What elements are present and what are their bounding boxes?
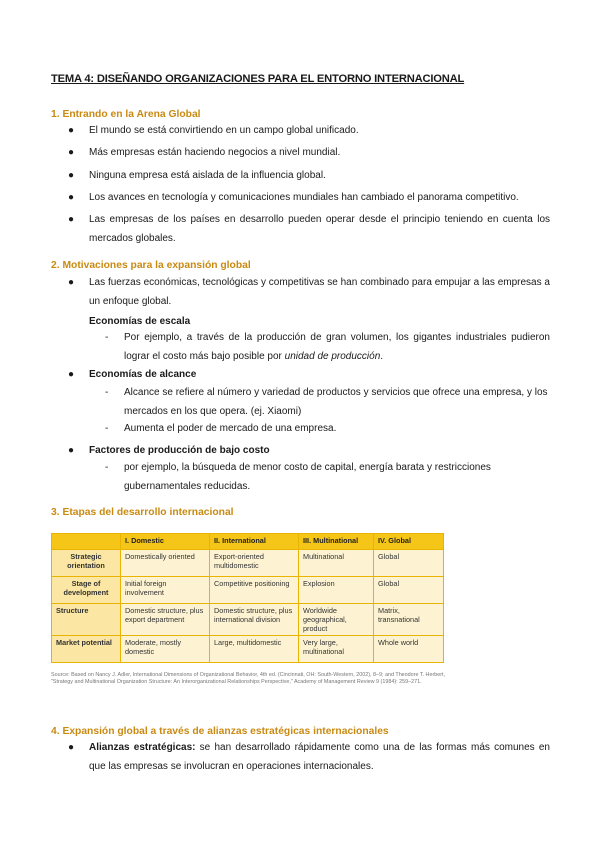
- stages-table: [51, 533, 444, 663]
- bullet-icon: ●: [68, 369, 75, 380]
- table-header-row: I. Domestic II. International III. Multinational IV. Global: [52, 534, 444, 550]
- table-row: Stage of development Initial foreign involvement Competitive positioning Explosion Global: [52, 577, 444, 604]
- alianzas-label: Alianzas estratégicas:: [89, 742, 196, 753]
- bullet-icon: ●: [68, 192, 75, 203]
- table-row: Strategic orientation Domestically oriented Export-oriented multidomestic Multinational Global: [52, 550, 444, 577]
- factores-label: Factores de producción de bajo costo: [89, 445, 270, 456]
- bullet-icon: ●: [68, 147, 75, 158]
- bullet-icon: ●: [68, 214, 75, 225]
- bullet-icon: ●: [68, 277, 75, 288]
- alcance-label: Economías de alcance: [89, 369, 197, 380]
- section-3-heading: 3. Etapas del desarrollo internacional: [51, 507, 234, 518]
- list-item: ● Las empresas de los países en desarrollo pueden operar desde el principio teniendo en cuenta los mercados globales.: [68, 210, 550, 250]
- section-2-heading: 2. Motivaciones para la expansión global: [51, 260, 251, 271]
- list-item: ● Alianzas estratégicas: se han desarrollado rápidamente como una de las formas más comunes en que las empresas se involucran en operaciones internacionales.: [68, 738, 550, 778]
- document-page: TEMA 4: DISEÑANDO ORGANIZACIONES PARA EL ENTORNO INTERNACIONAL 1. Entrando en la Arena Global ● El mundo se está convirtiendo en un campo global unificado. ● Más empresas están haciendo negocios a nivel mundial. ● Ninguna empresa está aislada de la influencia global. ● Los avances en tecnología y comunicaciones mundiales han cambiado el panorama competitivo. ● Las empresas de los países en desarrollo pueden operar desde el principio teniendo en cuenta los mercados globales. 2. Motivaciones para la expansión global ● Las fuerzas económicas, tecnológicas y competitivas se han combinado para empujar a las empresas a un enfoque global. Economías de escala - Por ejemplo, a través de la producción de gran volumen, los gigantes industriales pudieron lograr el costo más bajo posible por unidad de producción. ● Economías de alcance - Alcance se refiere al número y variedad de productos y servicios que ofrece una empresa, y los mercados en los que opera. (ej. Xiaomi) - Aumenta el poder de mercado de una empresa. ● Factores de producción de bajo costo - por ejemplo, la búsqueda de menor costo de capital, energía barata y restricciones gubernamentales reducidas. 3. Etapas del desarrollo internacional I. Domestic II. International III. Multinational IV. Global Strategic orientation Domestically oriented Export-oriented multidomestic Multinational Global Stage of development Initial foreign involvement Competitive positioning Explosion Global Structure Domestic structure, plus export department Domestic structure, plus international division Worldwide geographical, product Matrix, transnational Market potential Moderate, mostly domestic Large, multidomestic Very large, multinational Whole world Source: Based on Nancy J. Adler, International Dimensions of Organizational Behavior, 4th ed. (Cincinnati, OH: South-Western, 2002), 8–9; and Theodore T. Herbert, "Strategy and Multinational Organization Structure: An Interorganizational Relationships Perspective," Academy of Management Review 9 (1984): 259–271. 4. Expansión global a través de alianzas estratégicas internacionales ● Alianzas estratégicas: se han desarrollado rápidamente como una de las formas más comunes en que las empresas se involucran en operaciones internacionales.: [0, 0, 600, 848]
- dash-icon: -: [105, 462, 109, 473]
- section-1-heading: 1. Entrando en la Arena Global: [51, 109, 201, 120]
- table-row: Structure Domestic structure, plus export department Domestic structure, plus international division Worldwide geographical, product Matrix, transnational: [52, 604, 444, 636]
- dash-icon: -: [105, 423, 109, 434]
- table-row: Market potential Moderate, mostly domestic Large, multidomestic Very large, multinational Whole world: [52, 636, 444, 663]
- page-title: TEMA 4: DISEÑANDO ORGANIZACIONES PARA EL ENTORNO INTERNACIONAL: [51, 73, 465, 85]
- section-4-heading: 4. Expansión global a través de alianzas estratégicas internacionales: [51, 726, 389, 737]
- dash-icon: -: [105, 387, 109, 398]
- escala-label: Economías de escala: [89, 316, 191, 327]
- dash-icon: -: [105, 332, 109, 343]
- bullet-icon: ●: [68, 170, 75, 181]
- bullet-icon: ●: [68, 445, 75, 456]
- bullet-icon: ●: [68, 742, 75, 753]
- list-item: ● Las fuerzas económicas, tecnológicas y competitivas se han combinado para empujar a las empresas a un enfoque global.: [68, 273, 550, 313]
- bullet-icon: ●: [68, 125, 75, 136]
- table-source-note: Source: Based on Nancy J. Adler, International Dimensions of Organizational Behavior, 4th ed. (Cincinnati, OH: South-Western, 2002), 8–9; and Theodore T. Herbert, "Strategy and Multinational Organization Structure: An Interorganizational Relationships Perspective," Academy of Management Review 9 (1984): 259–271.: [51, 672, 446, 685]
